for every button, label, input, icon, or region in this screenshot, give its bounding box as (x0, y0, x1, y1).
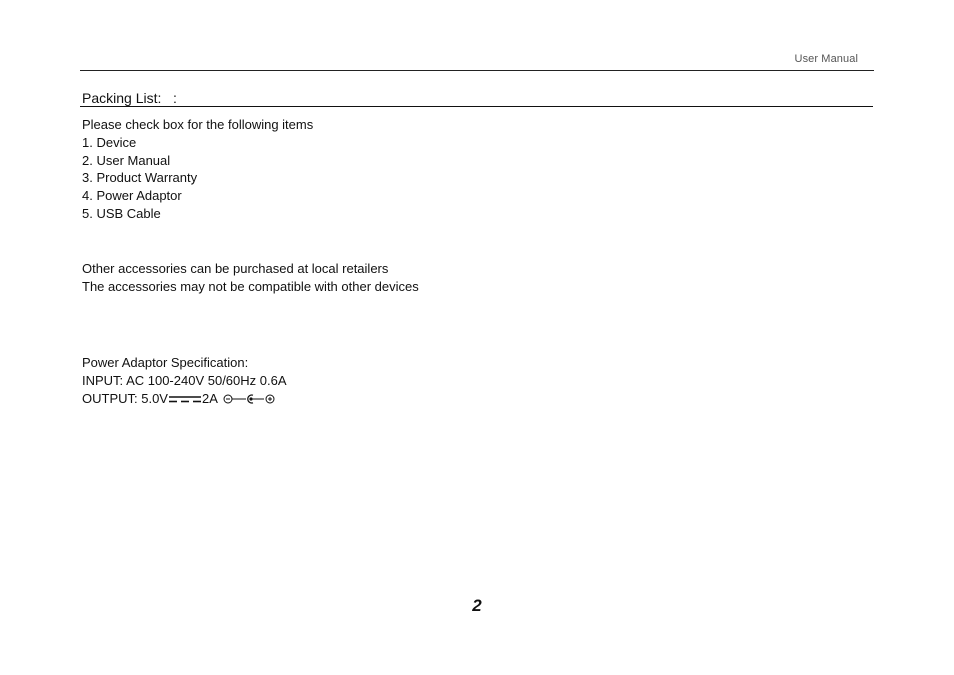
list-item: 3. Product Warranty (82, 170, 198, 186)
list-item: 4. Power Adaptor (82, 188, 182, 204)
dc-current-icon (169, 394, 201, 404)
header-label: User Manual (794, 53, 858, 65)
accessories-line: The accessories may not be compatible with other devices (82, 278, 419, 294)
list-item: 2. User Manual (82, 152, 171, 168)
power-adaptor-spec (82, 354, 287, 407)
accessories-note (82, 260, 419, 296)
spec-title: Power Adaptor Specification: (82, 355, 249, 370)
spec-output-prefix: OUTPUT: 5.0V (82, 390, 168, 406)
packing-intro: Please check box for the following items (82, 117, 314, 132)
header-divider (80, 70, 874, 71)
center-positive-polarity-icon (223, 393, 277, 405)
packing-list-title: Packing List: : (82, 90, 177, 106)
packing-list (82, 116, 313, 223)
spec-output (82, 390, 287, 408)
spec-output-suffix: 2A (201, 390, 218, 406)
list-item: 1. Device (82, 134, 137, 150)
accessories-line: Other accessories can be purchased at local retailers (82, 261, 389, 276)
list-item: 5. USB Cable (82, 205, 161, 221)
page-number: 2 (472, 596, 482, 615)
spec-input: INPUT: AC 100-240V 50/60Hz 0.6A (82, 372, 287, 388)
section-divider (80, 106, 873, 107)
